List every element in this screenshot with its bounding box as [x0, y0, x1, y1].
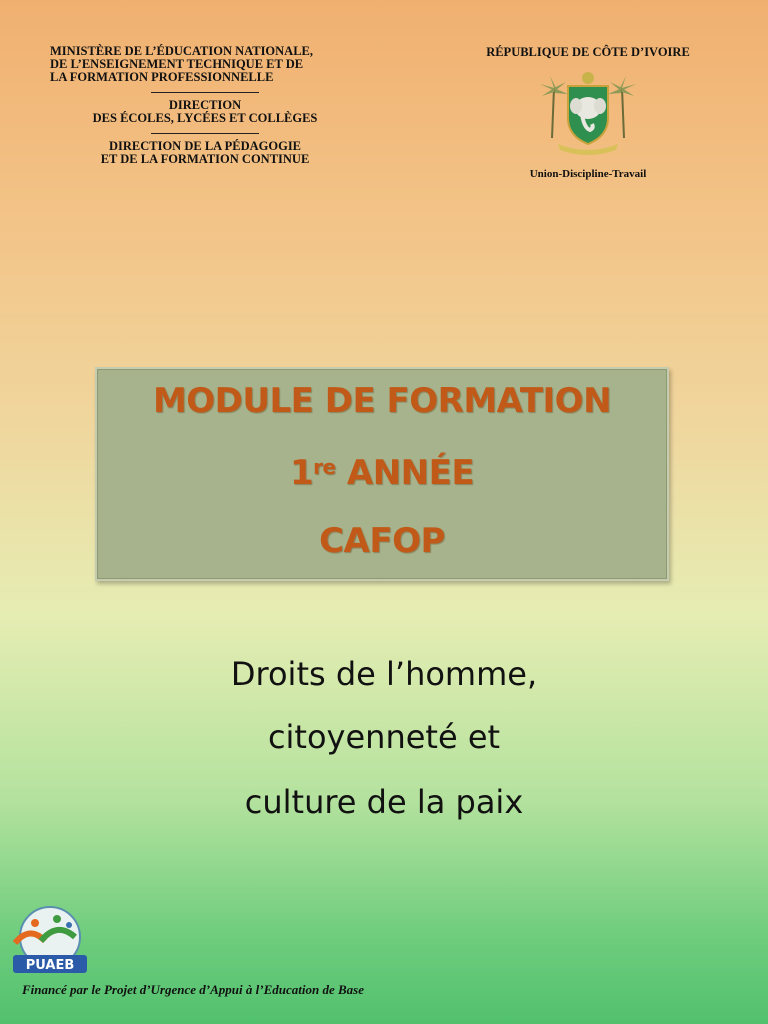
puaeb-logo	[5, 905, 95, 980]
subject-line: culture de la paix	[244, 783, 524, 821]
direction-line: DIRECTION	[168, 98, 242, 112]
ministry-line: LA FORMATION PROFESSIONNELLE	[50, 70, 274, 84]
module-year	[97, 453, 667, 493]
direction-line: DIRECTION DE LA PÉDAGOGIE	[108, 139, 302, 153]
divider	[151, 92, 259, 93]
direction-schools	[50, 92, 360, 166]
module-title-box	[95, 367, 669, 581]
coat-of-arms-icon	[538, 66, 638, 156]
direction-line: DES ÉCOLES, LYCÉES ET COLLÈGES	[92, 111, 318, 125]
ministry-line: DE L’ENSEIGNEMENT TECHNIQUE ET DE	[50, 57, 304, 71]
year-label: ANNÉE	[335, 453, 475, 493]
logo-text: PUAEB	[25, 958, 75, 973]
ministry-line: MINISTÈRE DE L’ÉDUCATION NATIONALE,	[50, 44, 314, 58]
ministry-name	[50, 45, 430, 84]
republic-name: RÉPUBLIQUE DE CÔTE D’IVOIRE	[486, 45, 690, 59]
republic-header	[470, 45, 706, 180]
year-ordinal: re	[313, 455, 336, 479]
module-title: MODULE DE FORMATION	[152, 381, 612, 421]
divider	[151, 133, 259, 134]
subject-line: Droits de l’homme,	[230, 655, 538, 693]
year-number: 1	[289, 453, 314, 493]
module-program: CAFOP	[319, 521, 445, 561]
direction-line: ET DE LA FORMATION CONTINUE	[100, 152, 310, 166]
funding-note: Financé par le Projet d’Urgence d’Appui à l’Education de Base	[22, 982, 364, 997]
subject-line: citoyenneté et	[267, 718, 501, 756]
national-motto: Union-Discipline-Travail	[529, 168, 647, 180]
ministry-header	[50, 45, 430, 166]
